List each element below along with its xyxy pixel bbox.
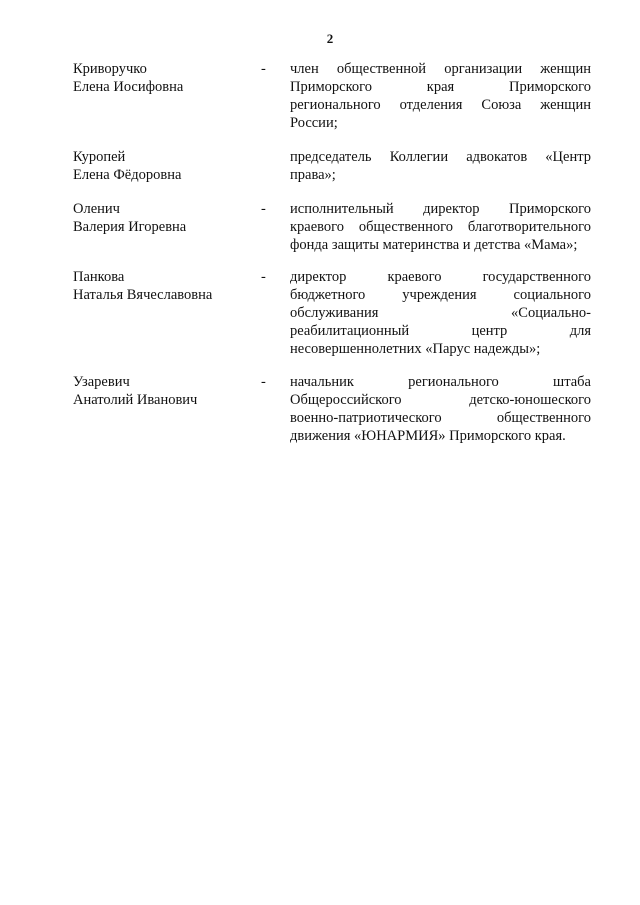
position-line: права»; xyxy=(290,167,336,183)
position-line: исполнительный директор Приморского xyxy=(290,201,591,217)
member-given-name: Елена Фёдоровна xyxy=(73,167,182,183)
position-line: директор краевого государственного xyxy=(290,269,591,285)
member-position xyxy=(290,60,591,132)
member-given-name: Анатолий Иванович xyxy=(73,392,198,408)
member-position xyxy=(290,148,591,184)
member-surname: Узаревич xyxy=(73,374,130,390)
position-line: обслуживания «Социально- xyxy=(290,305,591,321)
position-line: Общероссийского детско-юношеского xyxy=(290,392,591,408)
position-line: реабилитационный центр для xyxy=(290,323,591,339)
member-name xyxy=(73,200,263,236)
position-line: член общественной организации женщин xyxy=(290,61,591,77)
member-surname: Оленич xyxy=(73,201,120,217)
position-line: военно-патриотического общественного xyxy=(290,410,591,426)
position-line: Приморского края Приморского xyxy=(290,79,591,95)
position-line: России; xyxy=(290,115,338,131)
member-surname: Криворучко xyxy=(73,61,147,77)
member-name xyxy=(73,373,263,409)
position-line: начальник регионального штаба xyxy=(290,374,591,390)
position-line: председатель Коллегии адвокатов «Центр xyxy=(290,149,591,165)
separator-dash: - xyxy=(261,374,266,390)
member-name xyxy=(73,268,263,304)
member-given-name: Елена Иосифовна xyxy=(73,79,184,95)
member-position xyxy=(290,200,591,254)
member-name xyxy=(73,60,263,96)
position-line: движения «ЮНАРМИЯ» Приморского края. xyxy=(290,428,566,444)
position-line: бюджетного учреждения социального xyxy=(290,287,591,303)
member-position xyxy=(290,373,591,445)
position-line: несовершеннолетних «Парус надежды»; xyxy=(290,341,541,357)
separator-dash: - xyxy=(261,269,266,285)
member-name xyxy=(73,148,263,184)
member-given-name: Наталья Вячеславовна xyxy=(73,287,213,303)
separator-dash: - xyxy=(261,61,266,77)
page-number: 2 xyxy=(326,31,334,46)
member-surname: Панкова xyxy=(73,269,125,285)
member-position xyxy=(290,268,591,358)
separator-dash: - xyxy=(261,201,266,217)
position-line: регионального отделения Союза женщин xyxy=(290,97,591,113)
position-line: фонда защиты материнства и детства «Мама»; xyxy=(290,237,578,253)
position-line: краевого общественного благотворительного xyxy=(290,219,591,235)
member-given-name: Валерия Игоревна xyxy=(73,219,187,235)
member-surname: Куропей xyxy=(73,149,126,165)
